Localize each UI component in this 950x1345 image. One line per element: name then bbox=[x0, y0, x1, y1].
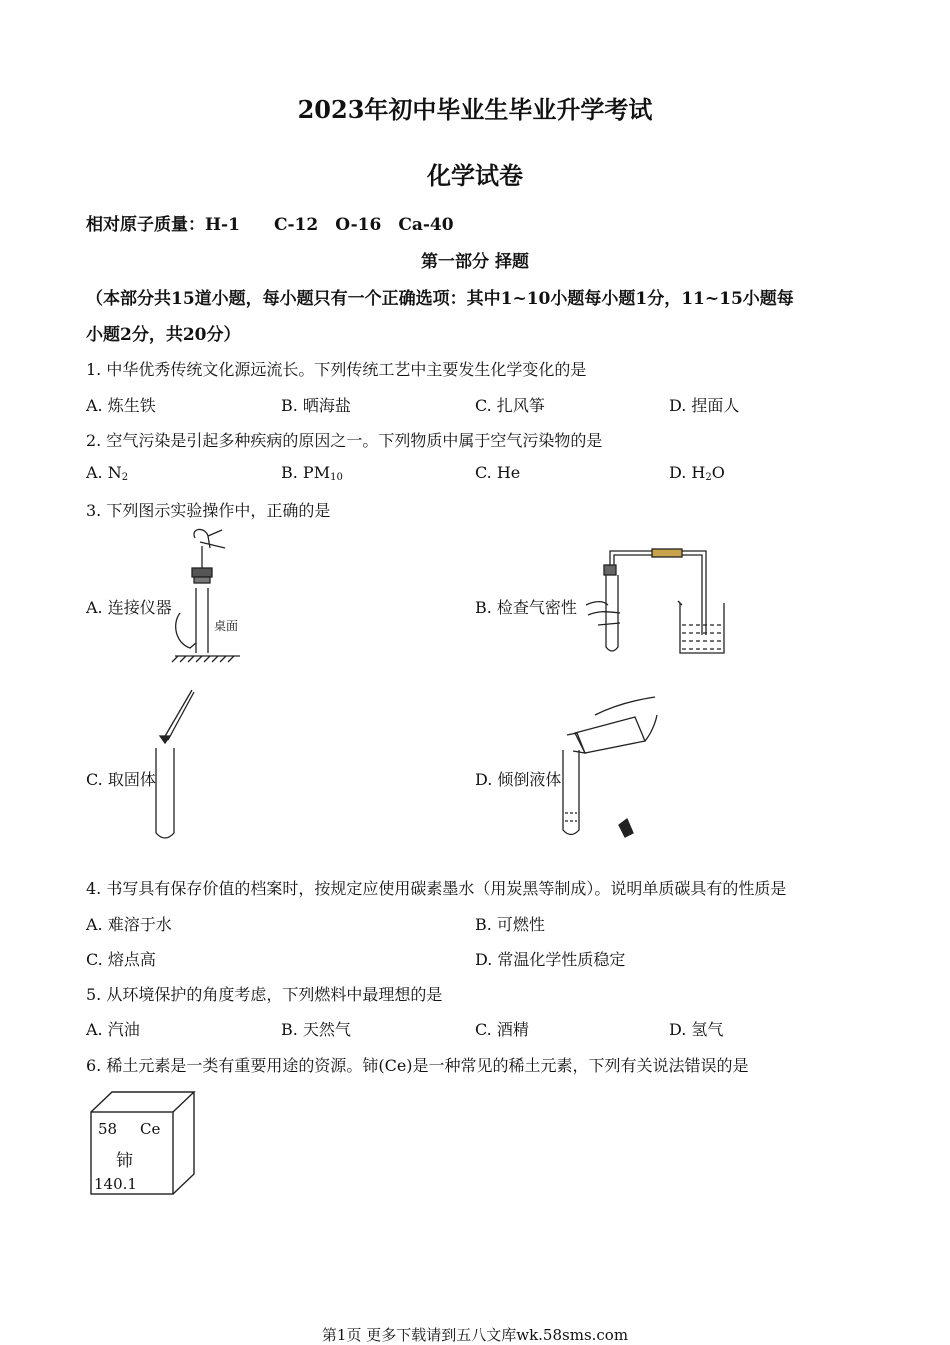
q3-option-c: C. 取固体 bbox=[86, 770, 156, 789]
q5-option-b: B. 天然气 bbox=[281, 1020, 351, 1039]
exam-subtitle: 化学试卷 bbox=[427, 161, 523, 190]
q2-stem: 2. 空气污染是引起多种疾病的原因之一。下列物质中属于空气污染物的是 bbox=[86, 431, 603, 450]
q3-stem: 3. 下列图示实验操作中，正确的是 bbox=[86, 501, 331, 520]
q1-option-d: D. 捏面人 bbox=[669, 396, 740, 415]
q4-option-b: B. 可燃性 bbox=[475, 915, 545, 934]
q5-option-d: D. 氢气 bbox=[669, 1020, 724, 1039]
q4-option-d: D. 常温化学性质稳定 bbox=[475, 950, 626, 969]
element-mass: 140.1 bbox=[94, 1175, 137, 1193]
q3-option-b: B. 检查气密性 bbox=[475, 598, 577, 617]
q5-option-a: A. 汽油 bbox=[86, 1020, 140, 1039]
part-heading: 第一部分 择题 bbox=[421, 252, 529, 272]
q2-option-b: B. $PM_{10}$ bbox=[281, 463, 343, 483]
element-symbol: Ce bbox=[140, 1120, 161, 1138]
atomic-mass: 相对原子质量：H-1 C-12 O-16 Ca-40 bbox=[86, 215, 454, 235]
q4-option-a: A. 难溶于水 bbox=[86, 915, 172, 934]
q1-option-b: B. 晒海盐 bbox=[281, 396, 351, 415]
q5-option-c: C. 酒精 bbox=[475, 1020, 529, 1039]
q1-option-a: A. 炼生铁 bbox=[86, 396, 156, 415]
desk-label: 桌面 bbox=[214, 619, 239, 633]
q3-option-d: D. 倾倒液体 bbox=[475, 770, 562, 789]
element-number: 58 bbox=[98, 1120, 118, 1138]
page-footer: 第1页 更多下载请到五八文库wk.58sms.com bbox=[321, 1326, 629, 1344]
connect-apparatus-figure bbox=[170, 528, 245, 658]
q1-stem: 1. 中华优秀传统文化源远流长。下列传统工艺中主要发生化学变化的是 bbox=[86, 360, 587, 379]
pour-liquid-figure bbox=[555, 695, 665, 845]
take-solid-figure bbox=[150, 688, 200, 843]
airtightness-figure bbox=[578, 545, 728, 660]
q2-option-c: C. He bbox=[475, 463, 521, 482]
instruction-line-2: 小题2分，共20分） bbox=[86, 325, 241, 345]
q4-stem: 4. 书写具有保存价值的档案时，按规定应使用碳素墨水（用炭黑等制成）。说明单质碳具有的性质是 bbox=[86, 879, 787, 898]
q3-option-a: A. 连接仪器 bbox=[86, 598, 172, 617]
instruction-line-1: （本部分共15道小题，每小题只有一个正确选项：其中1~10小题每小题1分，11~15小题每 bbox=[86, 289, 794, 309]
q4-option-c: C. 熔点高 bbox=[86, 950, 156, 969]
exam-title: 2023年初中毕业生毕业升学考试 bbox=[297, 95, 653, 124]
element-name: 铈 bbox=[116, 1151, 133, 1171]
q1-option-c: C. 扎风筝 bbox=[475, 396, 545, 415]
q2-option-a: A. $N_2$ bbox=[86, 463, 129, 483]
q5-stem: 5. 从环境保护的角度考虑，下列燃料中最理想的是 bbox=[86, 985, 443, 1004]
q6-stem: 6. 稀土元素是一类有重要用途的资源。铈(Ce)是一种常见的稀土元素，下列有关说法错误的是 bbox=[86, 1056, 749, 1075]
q2-option-d: D. $H_2O$ bbox=[669, 463, 725, 483]
